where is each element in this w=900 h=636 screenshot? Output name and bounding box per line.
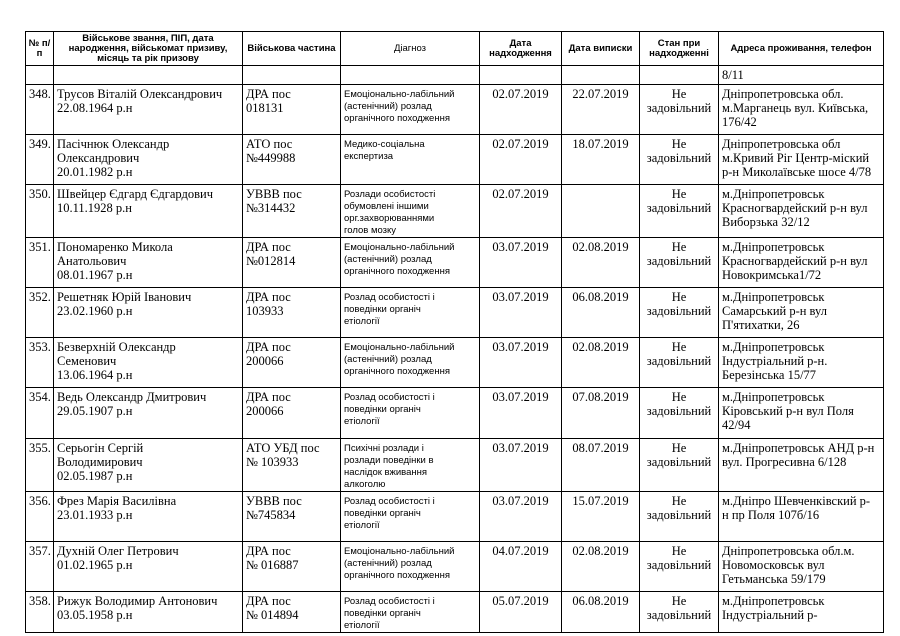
cont-unit xyxy=(243,66,341,85)
address-cell-line: м.Дніпропетровськ xyxy=(722,240,825,254)
row-number: 350. xyxy=(26,185,54,238)
unit-cell-line: ДРА пос xyxy=(246,340,291,354)
address-cell-line: м.Дніпропетровськ xyxy=(722,390,825,404)
diagnosis-cell-line: Розлад особистості і xyxy=(344,292,435,303)
address-cell-line: Дніпропетровська обл. xyxy=(722,87,844,101)
person-cell xyxy=(54,288,243,338)
table-row xyxy=(26,288,884,338)
person-cell xyxy=(54,135,243,185)
state-cell xyxy=(640,388,719,439)
diagnosis-cell xyxy=(341,185,480,238)
header-diagnosis: Діагноз xyxy=(341,32,480,66)
address-cell-line: м.Кривий Ріг Центр-міский xyxy=(722,151,870,165)
row-number: 357. xyxy=(26,542,54,592)
diagnosis-cell-line: Емоціонально-лабільний xyxy=(344,546,455,557)
person-cell-line: Пасічнюк Олександр xyxy=(57,137,170,151)
person-cell-line: 22.08.1964 р.н xyxy=(57,101,133,115)
diagnosis-cell-line: етіології xyxy=(344,316,380,327)
address-cell-line: Дніпропетровська обл xyxy=(722,137,841,151)
diagnosis-cell-line: органічного походження xyxy=(344,570,450,581)
person-cell-line: Рижук Володимир Антонович xyxy=(57,594,218,608)
diagnosis-cell-line: Розлад особистості і xyxy=(344,496,435,507)
table-row xyxy=(26,542,884,592)
admitted-date-cell: 02.07.2019 xyxy=(480,185,562,238)
row-number: 349. xyxy=(26,135,54,185)
diagnosis-cell xyxy=(341,135,480,185)
person-cell xyxy=(54,238,243,288)
state-cell-line: Не xyxy=(671,494,687,508)
address-cell-line: м.Дніпропетровськ АНД р-н xyxy=(722,441,875,455)
unit-cell-line: 200066 xyxy=(246,404,284,418)
table-row xyxy=(26,85,884,135)
discharged-date-cell: 08.07.2019 xyxy=(562,439,640,492)
state-cell-line: задовільний xyxy=(646,608,712,622)
unit-cell xyxy=(243,85,341,135)
unit-cell xyxy=(243,542,341,592)
person-cell-line: Анатольович xyxy=(57,254,127,268)
state-cell-line: задовільний xyxy=(646,254,712,268)
state-cell-line: Не xyxy=(671,290,687,304)
person-cell-line: 20.01.1982 р.н xyxy=(57,165,133,179)
unit-cell-line: ДРА пос xyxy=(246,240,291,254)
discharged-date-cell: 06.08.2019 xyxy=(562,288,640,338)
state-cell-line: задовільний xyxy=(646,304,712,318)
diagnosis-cell xyxy=(341,592,480,633)
state-cell-line: задовільний xyxy=(646,404,712,418)
person-cell-line: 29.05.1907 р.н xyxy=(57,404,133,418)
discharged-date-cell: 07.08.2019 xyxy=(562,388,640,439)
diagnosis-cell-line: етіології xyxy=(344,416,380,427)
header-person: Військове звання, ПІП, дата народження, військомат призиву, місяць та рік призову xyxy=(54,32,243,66)
diagnosis-cell xyxy=(341,288,480,338)
state-cell xyxy=(640,85,719,135)
unit-cell-line: № 016887 xyxy=(246,558,299,572)
table-row xyxy=(26,439,884,492)
cont-person xyxy=(54,66,243,85)
unit-cell xyxy=(243,185,341,238)
address-cell xyxy=(719,388,884,439)
address-cell xyxy=(719,592,884,633)
person-cell-line: Безверхній Олександр xyxy=(57,340,176,354)
unit-cell xyxy=(243,238,341,288)
address-cell-line: Виборзька 32/12 xyxy=(722,215,810,229)
address-cell-line: Новокримська1/72 xyxy=(722,268,822,282)
row-number: 355. xyxy=(26,439,54,492)
person-cell xyxy=(54,492,243,542)
address-cell xyxy=(719,338,884,388)
admitted-date-cell: 03.07.2019 xyxy=(480,288,562,338)
unit-cell-line: ДРА пос xyxy=(246,544,291,558)
person-cell-line: 01.02.1965 р.н xyxy=(57,558,133,572)
state-cell xyxy=(640,439,719,492)
table-row xyxy=(26,338,884,388)
admitted-date-cell: 03.07.2019 xyxy=(480,439,562,492)
address-cell-line: р-н Миколаївське шосе 4/78 xyxy=(722,165,872,179)
unit-cell-line: №449988 xyxy=(246,151,296,165)
discharged-date-cell: 22.07.2019 xyxy=(562,85,640,135)
address-cell-line: вул. Прогресивна 6/128 xyxy=(722,455,847,469)
person-cell xyxy=(54,388,243,439)
unit-cell xyxy=(243,135,341,185)
person-cell-line: Швейцер Єдгард Єдгардович xyxy=(57,187,214,201)
person-cell-line: 13.06.1964 р.н xyxy=(57,368,133,382)
admitted-date-cell: 02.07.2019 xyxy=(480,85,562,135)
person-cell-line: 02.05.1987 р.н xyxy=(57,469,133,483)
unit-cell-line: 018131 xyxy=(246,101,284,115)
header-num: № п/п xyxy=(26,32,54,66)
header-address: Адреса проживання, телефон xyxy=(719,32,884,66)
address-cell-line: Індустріальний р-н. xyxy=(722,354,828,368)
unit-cell-line: УВВВ пос xyxy=(246,494,302,508)
person-cell-line: Трусов Віталій Олександрович xyxy=(57,87,223,101)
admitted-date-cell: 03.07.2019 xyxy=(480,338,562,388)
person-cell-line: 08.01.1967 р.н xyxy=(57,268,133,282)
row-number: 354. xyxy=(26,388,54,439)
unit-cell-line: АТО пос xyxy=(246,137,293,151)
person-cell-line: Духній Олег Петрович xyxy=(57,544,179,558)
unit-cell-line: № 103933 xyxy=(246,455,299,469)
state-cell-line: Не xyxy=(671,87,687,101)
person-cell-line: 23.02.1960 р.н xyxy=(57,304,133,318)
table-row xyxy=(26,592,884,633)
state-cell-line: Не xyxy=(671,340,687,354)
diagnosis-cell xyxy=(341,238,480,288)
table-row xyxy=(26,135,884,185)
address-cell-line: 42/94 xyxy=(722,418,751,432)
continuation-row xyxy=(26,66,884,85)
diagnosis-cell-line: органічного походження xyxy=(344,366,450,377)
person-cell xyxy=(54,592,243,633)
discharged-date-cell xyxy=(562,185,640,238)
diagnosis-cell-line: Емоціонально-лабільний xyxy=(344,242,455,253)
diagnosis-cell xyxy=(341,492,480,542)
patients-table xyxy=(25,31,884,633)
unit-cell-line: ДРА пос xyxy=(246,594,291,608)
state-cell-line: Не xyxy=(671,441,687,455)
diagnosis-cell-line: Розлад особистості і xyxy=(344,392,435,403)
row-number: 352. xyxy=(26,288,54,338)
person-cell xyxy=(54,185,243,238)
address-cell-line: Самарський р-н вул xyxy=(722,304,827,318)
cont-admitted xyxy=(480,66,562,85)
unit-cell xyxy=(243,288,341,338)
person-cell-line: 03.05.1958 р.н xyxy=(57,608,133,622)
address-cell-line: м.Марганець вул. Київська, xyxy=(722,101,869,115)
diagnosis-cell-line: етіології xyxy=(344,620,380,631)
table-row xyxy=(26,185,884,238)
diagnosis-cell-line: поведінки органіч xyxy=(344,608,421,619)
diagnosis-cell-line: орг.захворюваннями xyxy=(344,213,435,224)
unit-cell-line: ДРА пос xyxy=(246,87,291,101)
cont-num xyxy=(26,66,54,85)
diagnosis-cell-line: Медико-соціальна xyxy=(344,139,425,150)
address-cell-line: м.Дніпропетровськ xyxy=(722,340,825,354)
state-cell-line: задовільний xyxy=(646,508,712,522)
unit-cell-line: №012814 xyxy=(246,254,296,268)
header-row xyxy=(26,32,884,66)
address-cell xyxy=(719,85,884,135)
unit-cell-line: 200066 xyxy=(246,354,284,368)
header-discharged: Дата виписки xyxy=(562,32,640,66)
person-cell xyxy=(54,542,243,592)
cont-diagnosis xyxy=(341,66,480,85)
admitted-date-cell: 03.07.2019 xyxy=(480,492,562,542)
state-cell-line: Не xyxy=(671,240,687,254)
diagnosis-cell-line: експертиза xyxy=(344,151,394,162)
address-cell-line: м.Дніпро Шевченківский р- xyxy=(722,494,871,508)
unit-cell-line: №745834 xyxy=(246,508,296,522)
address-cell xyxy=(719,135,884,185)
address-cell xyxy=(719,542,884,592)
person-cell xyxy=(54,439,243,492)
state-cell-line: Не xyxy=(671,137,687,151)
unit-cell-line: №314432 xyxy=(246,201,296,215)
state-cell xyxy=(640,492,719,542)
state-cell-line: Не xyxy=(671,544,687,558)
admitted-date-cell: 05.07.2019 xyxy=(480,592,562,633)
row-number: 358. xyxy=(26,592,54,633)
address-cell-line: Березінська 15/77 xyxy=(722,368,817,382)
unit-cell-line: ДРА пос xyxy=(246,390,291,404)
state-cell xyxy=(640,185,719,238)
diagnosis-cell-line: Емоціонально-лабільний xyxy=(344,89,455,100)
state-cell xyxy=(640,238,719,288)
row-number: 351. xyxy=(26,238,54,288)
address-cell xyxy=(719,288,884,338)
state-cell-line: Не xyxy=(671,187,687,201)
diagnosis-cell-line: етіології xyxy=(344,520,380,531)
person-cell-line: Серьогін Сергій xyxy=(57,441,144,455)
state-cell-line: Не xyxy=(671,594,687,608)
unit-cell-line: АТО УБД пос xyxy=(246,441,320,455)
diagnosis-cell-line: Емоціонально-лабільний xyxy=(344,342,455,353)
discharged-date-cell: 18.07.2019 xyxy=(562,135,640,185)
cont-discharged xyxy=(562,66,640,85)
unit-cell xyxy=(243,338,341,388)
table-row xyxy=(26,388,884,439)
discharged-date-cell: 02.08.2019 xyxy=(562,542,640,592)
state-cell-line: задовільний xyxy=(646,455,712,469)
discharged-date-cell: 06.08.2019 xyxy=(562,592,640,633)
diagnosis-cell xyxy=(341,542,480,592)
address-cell-line: н пр Поля 107б/16 xyxy=(722,508,820,522)
diagnosis-cell-line: Розлади особистості xyxy=(344,189,436,200)
address-cell-line: 176/42 xyxy=(722,115,757,129)
diagnosis-cell-line: обумовлені іншими xyxy=(344,201,429,212)
state-cell-line: задовільний xyxy=(646,151,712,165)
admitted-date-cell: 02.07.2019 xyxy=(480,135,562,185)
unit-cell xyxy=(243,492,341,542)
state-cell xyxy=(640,592,719,633)
unit-cell-line: УВВВ пос xyxy=(246,187,302,201)
address-cell-line: м.Дніпропетровськ xyxy=(722,594,825,608)
header-state: Стан при надходженні xyxy=(640,32,719,66)
person-cell-line: Фрез Марія Василівна xyxy=(57,494,177,508)
address-cell xyxy=(719,492,884,542)
unit-cell-line: № 014894 xyxy=(246,608,299,622)
diagnosis-cell-line: поведінки органіч xyxy=(344,404,421,415)
table-row xyxy=(26,492,884,542)
address-cell-line: Новомосковськ вул xyxy=(722,558,825,572)
state-cell xyxy=(640,135,719,185)
person-cell-line: Ведь Олександр Дмитрович xyxy=(57,390,207,404)
diagnosis-cell-line: поведінки органіч xyxy=(344,508,421,519)
row-number: 356. xyxy=(26,492,54,542)
diagnosis-cell-line: розлади поведінки в xyxy=(344,455,434,466)
cont-address: 8/11 xyxy=(719,66,884,85)
state-cell xyxy=(640,542,719,592)
person-cell xyxy=(54,338,243,388)
diagnosis-cell xyxy=(341,338,480,388)
row-number: 348. xyxy=(26,85,54,135)
address-cell-line: м.Дніпропетровськ xyxy=(722,187,825,201)
unit-cell-line: ДРА пос xyxy=(246,290,291,304)
address-cell-line: Дніпропетровська обл.м. xyxy=(722,544,855,558)
admitted-date-cell: 03.07.2019 xyxy=(480,388,562,439)
diagnosis-cell xyxy=(341,388,480,439)
diagnosis-cell-line: (астенічний) розлад xyxy=(344,558,432,569)
diagnosis-cell-line: (астенічний) розлад xyxy=(344,354,432,365)
unit-cell xyxy=(243,439,341,492)
address-cell-line: Красногвардейский р-н вул xyxy=(722,201,868,215)
person-cell xyxy=(54,85,243,135)
diagnosis-cell-line: Розлад особистості і xyxy=(344,596,435,607)
admitted-date-cell: 04.07.2019 xyxy=(480,542,562,592)
state-cell xyxy=(640,338,719,388)
discharged-date-cell: 02.08.2019 xyxy=(562,338,640,388)
person-cell-line: Пономаренко Микола xyxy=(57,240,173,254)
table-row xyxy=(26,238,884,288)
person-cell-line: Володимирович xyxy=(57,455,143,469)
person-cell-line: 23.01.1933 р.н xyxy=(57,508,133,522)
admitted-date-cell: 03.07.2019 xyxy=(480,238,562,288)
state-cell-line: задовільний xyxy=(646,201,712,215)
diagnosis-cell-line: алкоголю xyxy=(344,479,386,490)
diagnosis-cell-line: поведінки органіч xyxy=(344,304,421,315)
address-cell-line: П'ятихатки, 26 xyxy=(722,318,800,332)
cont-state xyxy=(640,66,719,85)
unit-cell-line: 103933 xyxy=(246,304,284,318)
address-cell-line: Гетьманська 59/179 xyxy=(722,572,826,586)
diagnosis-cell-line: голов мозку xyxy=(344,225,397,236)
diagnosis-cell xyxy=(341,85,480,135)
diagnosis-cell-line: наслідок вживання xyxy=(344,467,428,478)
row-number: 353. xyxy=(26,338,54,388)
discharged-date-cell: 02.08.2019 xyxy=(562,238,640,288)
address-cell-line: Індустріальний р- xyxy=(722,608,818,622)
unit-cell xyxy=(243,388,341,439)
state-cell-line: задовільний xyxy=(646,354,712,368)
state-cell xyxy=(640,288,719,338)
state-cell-line: Не xyxy=(671,390,687,404)
address-cell xyxy=(719,439,884,492)
address-cell xyxy=(719,238,884,288)
diagnosis-cell-line: органічного походження xyxy=(344,113,450,124)
state-cell-line: задовільний xyxy=(646,101,712,115)
person-cell-line: 10.11.1928 р.н xyxy=(57,201,132,215)
diagnosis-cell-line: (астенічний) розлад xyxy=(344,254,432,265)
header-admitted: Дата надходження xyxy=(480,32,562,66)
person-cell-line: Олександрович xyxy=(57,151,140,165)
discharged-date-cell: 15.07.2019 xyxy=(562,492,640,542)
header-unit: Військова частина xyxy=(243,32,341,66)
address-cell-line: Красногвардейский р-н вул xyxy=(722,254,868,268)
person-cell-line: Решетняк Юрій Іванович xyxy=(57,290,192,304)
diagnosis-cell-line: (астенічний) розлад xyxy=(344,101,432,112)
diagnosis-cell-line: органічного походження xyxy=(344,266,450,277)
person-cell-line: Семенович xyxy=(57,354,117,368)
address-cell-line: Кіровський р-н вул Поля xyxy=(722,404,854,418)
diagnosis-cell-line: Психічні розлади і xyxy=(344,443,424,454)
state-cell-line: задовільний xyxy=(646,558,712,572)
diagnosis-cell xyxy=(341,439,480,492)
address-cell xyxy=(719,185,884,238)
unit-cell xyxy=(243,592,341,633)
address-cell-line: м.Дніпропетровськ xyxy=(722,290,825,304)
